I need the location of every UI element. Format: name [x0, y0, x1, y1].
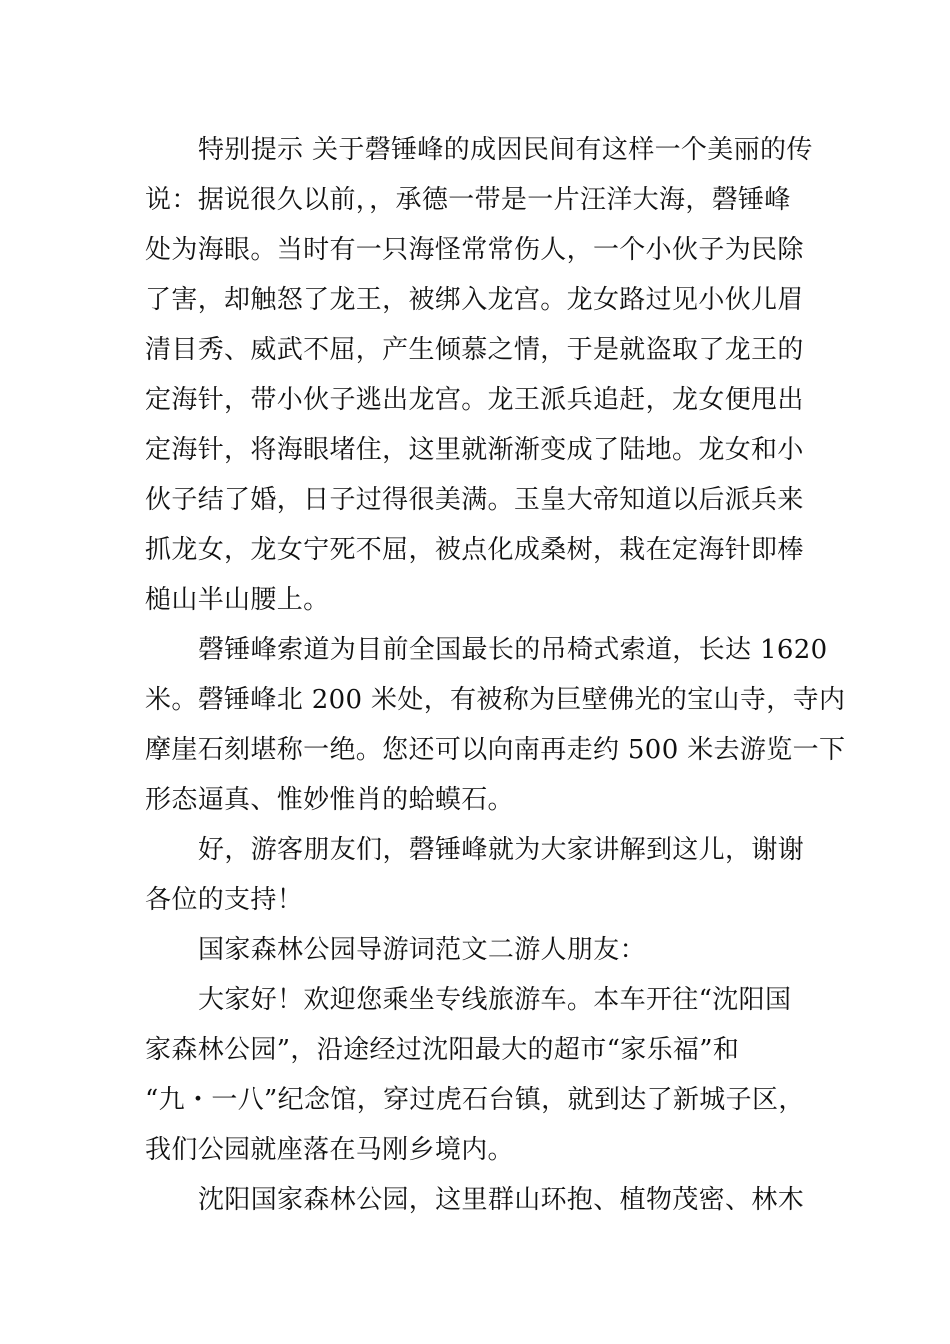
text-line: 各位的支持！: [145, 885, 304, 915]
text-line: 了害，却触怒了龙王，被绑入龙宫。龙女路过见小伙儿眉: [145, 285, 804, 315]
text-line: 米。磬锤峰北 200 米处，有被称为巨壁佛光的宝山寺，寺内: [145, 685, 846, 715]
text-line: 定海针，将海眼堵住，这里就渐渐变成了陆地。龙女和小: [145, 435, 804, 465]
text-line: 槌山半山腰上。: [145, 585, 330, 615]
text-line: 磬锤峰索道为目前全国最长的吊椅式索道，长达 1620: [198, 635, 828, 665]
text-line: 家森林公园”，沿途经过沈阳最大的超市“家乐福”和: [145, 1035, 740, 1065]
text-line: 摩崖石刻堪称一绝。您还可以向南再走约 500 米去游览一下: [145, 735, 846, 765]
text-line: 好，游客朋友们，磬锤峰就为大家讲解到这儿，谢谢: [198, 835, 805, 865]
text-line: 我们公园就座落在马刚乡境内。: [145, 1135, 514, 1165]
text-line: “九・一八”纪念馆，穿过虎石台镇，就到达了新城子区，: [145, 1085, 805, 1115]
text-line: 抓龙女，龙女宁死不屈，被点化成桑树，栽在定海针即棒: [145, 535, 804, 565]
text-line: 伙子结了婚，日子过得很美满。玉皇大帝知道以后派兵来: [145, 485, 804, 515]
text-line: 特别提示 关于磬锤峰的成因民间有这样一个美丽的传: [198, 135, 813, 165]
text-line: 形态逼真、惟妙惟肖的蛤蟆石。: [145, 785, 514, 815]
section-heading: 国家森林公园导游词范文二游人朋友：: [198, 935, 646, 965]
text-line: 定海针，带小伙子逃出龙宫。龙王派兵追赶，龙女便甩出: [145, 385, 804, 415]
text-line: 大家好！欢迎您乘坐专线旅游车。本车开往“沈阳国: [198, 985, 792, 1015]
text-line: 说：据说很久以前，，承德一带是一片汪洋大海，磬锤峰: [145, 185, 791, 215]
text-line: 沈阳国家森林公园，这里群山环抱、植物茂密、林木: [198, 1185, 805, 1215]
text-line: 清目秀、威武不屈，产生倾慕之情，于是就盗取了龙王的: [145, 335, 804, 365]
text-line: 处为海眼。当时有一只海怪常常伤人，一个小伙子为民除: [145, 235, 804, 265]
